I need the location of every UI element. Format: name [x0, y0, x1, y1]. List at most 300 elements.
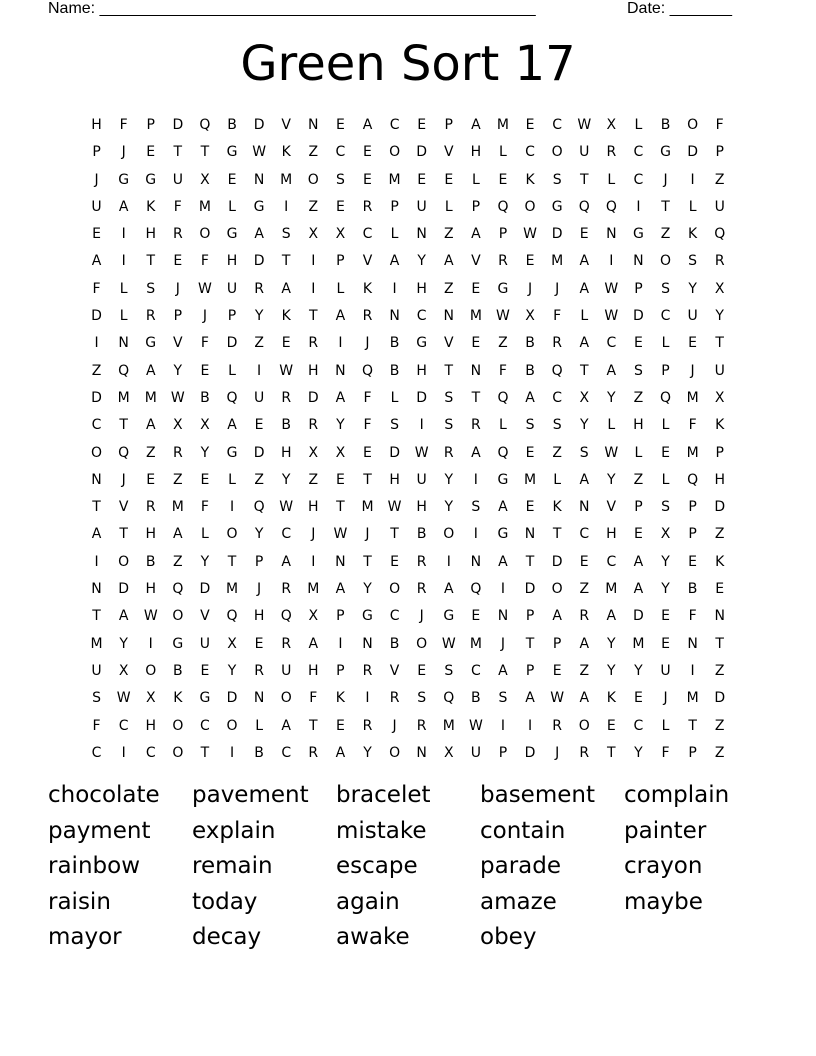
grid-letter[interactable]: L: [228, 471, 236, 488]
grid-letter[interactable]: T: [309, 717, 318, 734]
grid-letter[interactable]: R: [443, 444, 454, 461]
grid-letter[interactable]: H: [253, 608, 265, 625]
grid-letter[interactable]: N: [91, 471, 102, 488]
grid-letter[interactable]: O: [118, 553, 130, 570]
grid-letter[interactable]: F: [553, 308, 562, 325]
grid-letter[interactable]: R: [606, 144, 617, 161]
grid-letter[interactable]: I: [311, 553, 316, 570]
grid-letter[interactable]: Y: [607, 389, 616, 406]
grid-letter[interactable]: J: [690, 362, 695, 379]
grid-letter[interactable]: N: [253, 171, 265, 188]
grid-letter[interactable]: Q: [497, 389, 509, 406]
grid-letter[interactable]: Q: [470, 581, 482, 598]
grid-letter[interactable]: K: [335, 690, 345, 707]
grid-letter[interactable]: V: [173, 335, 183, 352]
grid-letter[interactable]: D: [389, 444, 400, 461]
grid-letter[interactable]: E: [525, 253, 535, 270]
grid-letter[interactable]: T: [715, 335, 724, 352]
grid-letter[interactable]: K: [688, 226, 698, 243]
grid-letter[interactable]: G: [145, 171, 157, 188]
grid-letter[interactable]: Q: [443, 690, 455, 707]
grid-letter[interactable]: X: [145, 690, 156, 707]
grid-letter[interactable]: O: [687, 117, 699, 133]
grid-letter[interactable]: E: [200, 471, 210, 488]
grid-letter[interactable]: A: [389, 253, 400, 270]
grid-letter[interactable]: I: [690, 171, 695, 188]
grid-letter[interactable]: E: [254, 417, 264, 434]
grid-letter[interactable]: Z: [633, 389, 644, 406]
grid-letter[interactable]: H: [416, 280, 427, 297]
grid-letter[interactable]: M: [117, 389, 130, 406]
grid-letter[interactable]: R: [281, 389, 292, 406]
grid-letter[interactable]: Y: [607, 635, 616, 652]
grid-letter[interactable]: K: [606, 690, 616, 707]
grid-letter[interactable]: Z: [714, 744, 725, 761]
grid-letter[interactable]: R: [362, 662, 373, 679]
grid-letter[interactable]: L: [119, 308, 128, 325]
grid-letter[interactable]: O: [226, 526, 238, 543]
grid-letter[interactable]: I: [527, 717, 533, 734]
grid-letter[interactable]: U: [253, 389, 265, 406]
grid-letter[interactable]: R: [281, 581, 292, 598]
grid-letter[interactable]: R: [552, 717, 562, 734]
grid-letter[interactable]: O: [280, 690, 292, 707]
name-field-label[interactable]: Name: _________________________________________________: [48, 0, 536, 17]
grid-letter[interactable]: E: [200, 662, 210, 679]
grid-letter[interactable]: W: [279, 499, 294, 516]
grid-letter[interactable]: S: [661, 499, 670, 516]
grid-letter[interactable]: A: [579, 471, 590, 488]
grid-letter[interactable]: M: [90, 635, 103, 652]
grid-letter[interactable]: H: [145, 526, 156, 543]
grid-letter[interactable]: E: [552, 662, 562, 679]
grid-letter[interactable]: W: [604, 444, 619, 461]
grid-letter[interactable]: A: [579, 690, 590, 707]
grid-letter[interactable]: X: [714, 389, 725, 406]
grid-letter[interactable]: R: [308, 417, 319, 434]
grid-letter[interactable]: E: [363, 444, 372, 461]
grid-letter[interactable]: E: [606, 717, 616, 734]
grid-letter[interactable]: Q: [687, 471, 699, 488]
grid-letter[interactable]: E: [417, 117, 427, 133]
grid-letter[interactable]: J: [257, 581, 262, 598]
grid-letter[interactable]: U: [714, 362, 725, 379]
grid-letter[interactable]: E: [633, 335, 643, 352]
grid-letter[interactable]: T: [200, 744, 210, 761]
grid-letter[interactable]: P: [688, 526, 697, 543]
grid-letter[interactable]: Z: [173, 553, 183, 570]
grid-letter[interactable]: X: [200, 171, 210, 188]
grid-letter[interactable]: F: [92, 717, 101, 734]
grid-letter[interactable]: T: [363, 553, 372, 570]
grid-letter[interactable]: U: [687, 308, 698, 325]
grid-letter[interactable]: H: [145, 226, 156, 243]
grid-letter[interactable]: A: [443, 253, 454, 270]
grid-letter[interactable]: A: [308, 635, 319, 652]
grid-letter[interactable]: C: [335, 144, 346, 161]
grid-letter[interactable]: L: [390, 226, 399, 243]
grid-letter[interactable]: Z: [173, 471, 183, 488]
grid-letter[interactable]: I: [338, 335, 343, 352]
grid-letter[interactable]: Z: [91, 362, 102, 379]
grid-letter[interactable]: S: [633, 362, 643, 379]
grid-letter[interactable]: A: [335, 581, 346, 598]
grid-letter[interactable]: U: [416, 471, 427, 488]
grid-letter[interactable]: I: [636, 198, 641, 215]
grid-letter[interactable]: D: [253, 117, 265, 133]
grid-letter[interactable]: R: [145, 308, 156, 325]
grid-letter[interactable]: I: [392, 280, 397, 297]
grid-letter[interactable]: Y: [579, 417, 589, 434]
grid-letter[interactable]: A: [335, 744, 346, 761]
grid-letter[interactable]: Y: [119, 635, 128, 652]
grid-letter[interactable]: I: [473, 526, 478, 543]
grid-letter[interactable]: T: [688, 717, 697, 734]
grid-letter[interactable]: Z: [308, 144, 319, 161]
grid-letter[interactable]: K: [715, 553, 725, 570]
grid-letter[interactable]: B: [281, 417, 291, 434]
grid-letter[interactable]: T: [146, 253, 156, 270]
grid-letter[interactable]: B: [471, 690, 481, 707]
grid-letter[interactable]: I: [311, 253, 316, 270]
grid-letter[interactable]: A: [91, 253, 102, 270]
grid-letter[interactable]: J: [419, 608, 424, 625]
grid-letter[interactable]: W: [387, 499, 402, 516]
grid-letter[interactable]: I: [446, 553, 451, 570]
grid-letter[interactable]: I: [94, 553, 99, 570]
grid-letter[interactable]: L: [336, 280, 345, 297]
grid-letter[interactable]: C: [389, 117, 400, 133]
grid-letter[interactable]: C: [525, 144, 535, 161]
grid-letter[interactable]: G: [443, 608, 455, 625]
grid-letter[interactable]: N: [606, 226, 617, 243]
grid-letter[interactable]: G: [226, 226, 238, 243]
grid-letter[interactable]: C: [389, 608, 400, 625]
grid-letter[interactable]: Z: [579, 581, 590, 598]
grid-letter[interactable]: F: [715, 117, 724, 133]
grid-letter[interactable]: S: [579, 444, 589, 461]
grid-letter[interactable]: X: [308, 608, 319, 625]
grid-letter[interactable]: A: [471, 444, 481, 461]
grid-letter[interactable]: F: [200, 499, 209, 516]
grid-letter[interactable]: O: [524, 198, 536, 215]
grid-letter[interactable]: M: [442, 717, 455, 734]
grid-letter[interactable]: E: [525, 117, 535, 133]
grid-letter[interactable]: P: [552, 635, 562, 652]
grid-letter[interactable]: A: [362, 117, 373, 133]
grid-letter[interactable]: D: [91, 389, 102, 406]
grid-letter[interactable]: X: [606, 117, 617, 133]
grid-letter[interactable]: M: [551, 253, 564, 270]
grid-letter[interactable]: H: [308, 499, 319, 516]
grid-letter[interactable]: I: [473, 471, 478, 488]
grid-letter[interactable]: X: [525, 308, 535, 325]
grid-letter[interactable]: K: [715, 417, 725, 434]
grid-letter[interactable]: R: [362, 717, 373, 734]
grid-letter[interactable]: M: [524, 471, 537, 488]
grid-letter[interactable]: X: [579, 389, 590, 406]
grid-letter[interactable]: C: [91, 744, 102, 761]
grid-letter[interactable]: C: [606, 335, 617, 352]
grid-letter[interactable]: E: [173, 253, 183, 270]
grid-letter[interactable]: H: [416, 499, 427, 516]
grid-letter[interactable]: W: [252, 144, 267, 161]
grid-letter[interactable]: R: [172, 444, 183, 461]
grid-letter[interactable]: H: [308, 662, 319, 679]
grid-letter[interactable]: E: [579, 226, 589, 243]
grid-letter[interactable]: T: [200, 144, 210, 161]
grid-letter[interactable]: N: [497, 608, 509, 625]
grid-letter[interactable]: M: [496, 117, 509, 133]
grid-letter[interactable]: R: [416, 553, 427, 570]
grid-letter[interactable]: E: [471, 335, 481, 352]
grid-letter[interactable]: E: [498, 171, 508, 188]
grid-letter[interactable]: X: [308, 226, 319, 243]
grid-letter[interactable]: G: [199, 690, 211, 707]
grid-letter[interactable]: H: [280, 444, 292, 461]
grid-letter[interactable]: L: [634, 117, 643, 133]
grid-letter[interactable]: R: [254, 662, 264, 679]
grid-letter[interactable]: D: [551, 553, 563, 570]
grid-letter[interactable]: S: [688, 253, 698, 270]
grid-letter[interactable]: W: [143, 608, 158, 625]
grid-letter[interactable]: O: [389, 744, 401, 761]
grid-letter[interactable]: O: [551, 144, 563, 161]
grid-letter[interactable]: Q: [118, 444, 130, 461]
grid-letter[interactable]: P: [688, 499, 697, 516]
grid-letter[interactable]: B: [254, 744, 264, 761]
grid-letter[interactable]: I: [148, 635, 153, 652]
grid-letter[interactable]: M: [280, 171, 293, 188]
grid-letter[interactable]: Z: [552, 444, 562, 461]
grid-letter[interactable]: X: [173, 417, 183, 434]
grid-letter[interactable]: I: [94, 335, 99, 352]
grid-letter[interactable]: C: [552, 117, 563, 133]
grid-letter[interactable]: U: [172, 171, 183, 188]
grid-letter[interactable]: Y: [363, 744, 372, 761]
grid-letter[interactable]: I: [284, 198, 289, 215]
grid-letter[interactable]: X: [308, 444, 319, 461]
grid-letter[interactable]: T: [444, 362, 454, 379]
grid-letter[interactable]: R: [145, 499, 156, 516]
grid-letter[interactable]: C: [91, 417, 102, 434]
grid-letter[interactable]: C: [633, 144, 644, 161]
grid-letter[interactable]: A: [227, 417, 237, 434]
grid-letter[interactable]: Z: [254, 335, 264, 352]
grid-letter[interactable]: T: [390, 526, 399, 543]
grid-letter[interactable]: D: [226, 335, 238, 352]
grid-letter[interactable]: S: [471, 499, 481, 516]
grid-letter[interactable]: M: [198, 198, 211, 215]
grid-letter[interactable]: F: [200, 253, 209, 270]
grid-letter[interactable]: Z: [714, 171, 725, 188]
grid-letter[interactable]: T: [281, 253, 291, 270]
grid-letter[interactable]: E: [471, 280, 481, 297]
grid-letter[interactable]: G: [226, 144, 238, 161]
grid-letter[interactable]: T: [173, 144, 183, 161]
grid-letter[interactable]: S: [281, 226, 291, 243]
grid-letter[interactable]: Q: [497, 198, 509, 215]
grid-letter[interactable]: A: [633, 553, 644, 570]
grid-letter[interactable]: S: [552, 171, 562, 188]
grid-letter[interactable]: Y: [363, 581, 372, 598]
grid-letter[interactable]: E: [661, 444, 670, 461]
grid-letter[interactable]: Y: [634, 744, 643, 761]
grid-letter[interactable]: A: [281, 280, 291, 297]
grid-letter[interactable]: F: [498, 362, 507, 379]
grid-letter[interactable]: M: [307, 581, 320, 598]
grid-letter[interactable]: J: [392, 717, 397, 734]
grid-letter[interactable]: P: [634, 280, 643, 297]
grid-letter[interactable]: I: [365, 690, 370, 707]
grid-letter[interactable]: Y: [715, 308, 724, 325]
grid-letter[interactable]: B: [687, 581, 698, 598]
grid-letter[interactable]: Q: [172, 581, 184, 598]
grid-letter[interactable]: P: [336, 608, 345, 625]
grid-letter[interactable]: K: [362, 280, 373, 297]
grid-letter[interactable]: D: [687, 144, 698, 161]
grid-letter[interactable]: C: [552, 389, 563, 406]
grid-letter[interactable]: G: [362, 608, 373, 625]
grid-letter[interactable]: L: [553, 471, 562, 488]
grid-letter[interactable]: G: [416, 335, 428, 352]
grid-letter[interactable]: G: [118, 171, 130, 188]
grid-letter[interactable]: T: [525, 553, 535, 570]
grid-letter[interactable]: E: [444, 171, 454, 188]
grid-letter[interactable]: J: [365, 335, 370, 352]
grid-letter[interactable]: I: [121, 226, 126, 243]
grid-letter[interactable]: Z: [660, 226, 671, 243]
grid-letter[interactable]: W: [198, 280, 212, 297]
grid-letter[interactable]: Z: [443, 280, 454, 297]
grid-letter[interactable]: F: [173, 198, 182, 215]
grid-letter[interactable]: C: [145, 744, 156, 761]
grid-letter[interactable]: A: [254, 226, 264, 243]
grid-letter[interactable]: Y: [444, 471, 454, 488]
grid-letter[interactable]: H: [308, 362, 319, 379]
grid-letter[interactable]: W: [550, 690, 565, 707]
grid-letter[interactable]: Y: [336, 417, 345, 434]
grid-letter[interactable]: D: [226, 690, 238, 707]
grid-letter[interactable]: F: [119, 117, 128, 133]
grid-letter[interactable]: G: [497, 280, 509, 297]
grid-letter[interactable]: C: [660, 308, 671, 325]
grid-letter[interactable]: E: [335, 717, 345, 734]
grid-letter[interactable]: O: [389, 581, 401, 598]
grid-letter[interactable]: O: [416, 635, 428, 652]
grid-letter[interactable]: Y: [688, 280, 697, 297]
grid-letter[interactable]: L: [661, 335, 670, 352]
grid-letter[interactable]: Y: [173, 362, 183, 379]
grid-letter[interactable]: N: [335, 553, 346, 570]
grid-letter[interactable]: G: [551, 198, 563, 215]
grid-letter[interactable]: L: [688, 198, 697, 215]
grid-letter[interactable]: E: [281, 335, 291, 352]
grid-letter[interactable]: Y: [227, 662, 237, 679]
grid-letter[interactable]: S: [335, 171, 345, 188]
grid-letter[interactable]: S: [498, 690, 508, 707]
grid-letter[interactable]: P: [146, 117, 155, 133]
grid-letter[interactable]: H: [714, 471, 725, 488]
grid-letter[interactable]: Q: [714, 226, 726, 243]
grid-letter[interactable]: A: [145, 417, 156, 434]
grid-letter[interactable]: P: [390, 198, 399, 215]
grid-letter[interactable]: D: [253, 253, 265, 270]
grid-letter[interactable]: D: [253, 444, 265, 461]
grid-letter[interactable]: V: [471, 253, 481, 270]
grid-letter[interactable]: O: [307, 171, 319, 188]
grid-letter[interactable]: W: [496, 308, 510, 325]
grid-letter[interactable]: Z: [145, 444, 156, 461]
grid-letter[interactable]: L: [499, 417, 507, 434]
grid-letter[interactable]: L: [119, 280, 128, 297]
grid-letter[interactable]: Z: [579, 662, 590, 679]
grid-letter[interactable]: G: [145, 335, 157, 352]
grid-letter[interactable]: D: [199, 581, 211, 598]
grid-letter[interactable]: T: [92, 608, 101, 625]
grid-letter[interactable]: P: [336, 253, 345, 270]
grid-letter[interactable]: P: [715, 144, 724, 161]
grid-letter[interactable]: R: [254, 280, 264, 297]
grid-letter[interactable]: U: [416, 198, 427, 215]
grid-letter[interactable]: K: [281, 308, 291, 325]
grid-letter[interactable]: E: [633, 690, 643, 707]
grid-letter[interactable]: O: [226, 717, 238, 734]
grid-letter[interactable]: O: [199, 226, 211, 243]
grid-letter[interactable]: P: [715, 444, 724, 461]
grid-letter[interactable]: N: [633, 253, 644, 270]
grid-letter[interactable]: D: [714, 690, 726, 707]
grid-letter[interactable]: Y: [200, 444, 210, 461]
grid-letter[interactable]: H: [91, 117, 102, 133]
grid-letter[interactable]: D: [416, 144, 428, 161]
grid-letter[interactable]: J: [121, 144, 126, 161]
grid-letter[interactable]: Y: [254, 308, 264, 325]
grid-letter[interactable]: W: [577, 117, 592, 133]
grid-letter[interactable]: N: [714, 608, 725, 625]
grid-letter[interactable]: W: [279, 362, 294, 379]
grid-letter[interactable]: P: [498, 226, 508, 243]
grid-letter[interactable]: H: [606, 526, 617, 543]
grid-letter[interactable]: G: [497, 526, 509, 543]
grid-letter[interactable]: X: [200, 417, 210, 434]
grid-letter[interactable]: E: [633, 526, 643, 543]
grid-letter[interactable]: U: [226, 280, 238, 297]
grid-letter[interactable]: Z: [714, 717, 725, 734]
grid-letter[interactable]: N: [470, 362, 482, 379]
grid-letter[interactable]: B: [389, 362, 400, 379]
grid-letter[interactable]: W: [604, 308, 619, 325]
grid-letter[interactable]: A: [579, 253, 590, 270]
grid-letter[interactable]: R: [281, 635, 292, 652]
grid-letter[interactable]: Z: [308, 471, 319, 488]
grid-letter[interactable]: N: [416, 744, 427, 761]
grid-letter[interactable]: L: [580, 308, 589, 325]
grid-letter[interactable]: A: [471, 117, 481, 133]
date-field-label[interactable]: Date: _______: [627, 0, 732, 17]
grid-letter[interactable]: I: [229, 499, 235, 516]
grid-letter[interactable]: A: [606, 608, 617, 625]
grid-letter[interactable]: N: [335, 362, 346, 379]
grid-letter[interactable]: S: [146, 280, 156, 297]
grid-letter[interactable]: G: [226, 444, 238, 461]
grid-letter[interactable]: S: [525, 417, 535, 434]
grid-letter[interactable]: T: [119, 526, 128, 543]
grid-letter[interactable]: L: [607, 171, 616, 188]
grid-letter[interactable]: C: [606, 553, 617, 570]
grid-letter[interactable]: A: [498, 553, 508, 570]
grid-letter[interactable]: Z: [633, 471, 644, 488]
